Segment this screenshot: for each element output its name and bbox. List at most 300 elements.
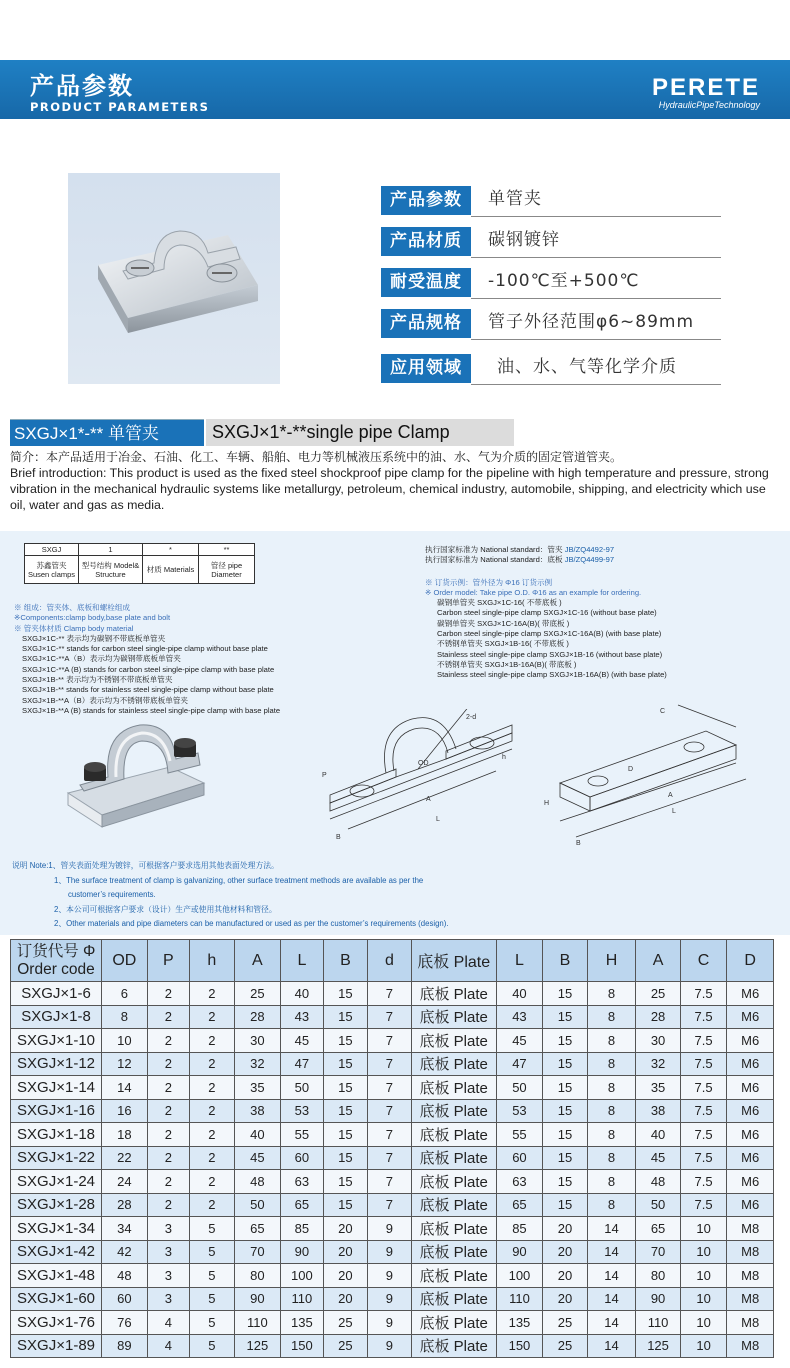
table-cell: 40 [496, 982, 543, 1006]
table-cell: 10 [680, 1334, 727, 1358]
table-cell: M8 [727, 1334, 774, 1358]
param-label: 产品规格 [381, 309, 471, 338]
surface-notes [12, 859, 449, 932]
table-cell: 25 [543, 1334, 588, 1358]
table-cell: 15 [543, 982, 588, 1006]
dimension-table [10, 939, 774, 1358]
table-cell: 10 [680, 1217, 727, 1241]
table-cell: 14 [587, 1217, 636, 1241]
order-line: Stainless steel single-pipe clamp SXGJ×1B-16A(B) (with base plate) [437, 670, 667, 680]
table-cell: 15 [543, 1123, 588, 1147]
table-cell: 2 [147, 1099, 190, 1123]
table-cell: 15 [323, 1170, 368, 1194]
table-cell: 7.5 [680, 1170, 727, 1194]
order-line: Carbon steel single-pipe clamp SXGJ×1C-16A(B) (with base plate) [437, 629, 662, 639]
table-cell: 47 [281, 1052, 324, 1076]
table-row [11, 1311, 774, 1335]
table-cell: 10 [680, 1264, 727, 1288]
table-cell: 7.5 [680, 982, 727, 1006]
table-cell: 60 [496, 1146, 543, 1170]
table-cell: 30 [234, 1029, 281, 1053]
table-cell: 45 [496, 1029, 543, 1053]
table-cell: 7.5 [680, 1099, 727, 1123]
clamp-drawing [316, 709, 526, 849]
param-label: 产品材质 [381, 227, 471, 256]
table-cell: 2 [190, 1005, 235, 1029]
table-cell: 14 [102, 1076, 148, 1100]
table-cell: 7.5 [680, 1029, 727, 1053]
table-cell: 40 [281, 982, 324, 1006]
table-cell: 2 [147, 1170, 190, 1194]
section-title-cn: SXGJ×1*-** 单管夹 [10, 419, 204, 446]
order-code-cell: SXGJ×1-60 [11, 1287, 102, 1311]
table-cell: 25 [636, 982, 681, 1006]
table-cell: 2 [190, 1146, 235, 1170]
table-cell: 7.5 [680, 1005, 727, 1029]
table-cell: 20 [323, 1217, 368, 1241]
table-cell: 7.5 [680, 1123, 727, 1147]
table-cell: 15 [543, 1005, 588, 1029]
table-cell: 15 [543, 1029, 588, 1053]
table-cell: 32 [636, 1052, 681, 1076]
order-code-cell: SXGJ×1-18 [11, 1123, 102, 1147]
table-cell: 2 [190, 1193, 235, 1217]
table-cell: 110 [636, 1311, 681, 1335]
header-cell: L [281, 940, 324, 982]
table-cell: 9 [368, 1217, 412, 1241]
order-code-cell: SXGJ×1-89 [11, 1334, 102, 1358]
table-cell: 2 [147, 1029, 190, 1053]
order-notes [425, 545, 667, 681]
table-cell: 20 [543, 1217, 588, 1241]
table-cell: 6 [102, 982, 148, 1006]
table-cell: 14 [587, 1240, 636, 1264]
standard-text: 执行国家标准为 National standard：管夹 [425, 545, 565, 554]
table-cell: 9 [368, 1264, 412, 1288]
standard-line [425, 555, 667, 565]
table-cell: 90 [281, 1240, 324, 1264]
plate-cell: 底板 Plate [411, 1170, 496, 1194]
table-cell: M6 [727, 1076, 774, 1100]
table-cell: 42 [102, 1240, 148, 1264]
param-row-temperature [381, 268, 721, 300]
table-cell: 25 [234, 982, 281, 1006]
table-cell: M6 [727, 1099, 774, 1123]
note-line: ※ 管夹体材质 Clamp body material [14, 623, 134, 633]
plate-cell: 底板 Plate [411, 1217, 496, 1241]
table-cell: 3 [147, 1264, 190, 1288]
header-cell: C [680, 940, 727, 982]
note-line: SXGJ×1B-**A（B）表示均为不锈钢带底板单管夹 [22, 695, 189, 705]
table-cell: 80 [636, 1264, 681, 1288]
table-cell: 48 [102, 1264, 148, 1288]
table-cell: 47 [496, 1052, 543, 1076]
mini-cell: SXGJ [25, 544, 79, 556]
table-cell: 7.5 [680, 1076, 727, 1100]
table-cell: 28 [636, 1005, 681, 1029]
order-code-cell: SXGJ×1-24 [11, 1170, 102, 1194]
standard-code: JB/ZQ4499-97 [564, 555, 615, 565]
table-cell: 20 [323, 1264, 368, 1288]
param-value: -100℃至+500℃ [488, 271, 640, 291]
mini-cell: 材质 Materials [143, 556, 199, 584]
table-cell: 8 [587, 1076, 636, 1100]
table-row [11, 1005, 774, 1029]
mini-cell: 1 [79, 544, 143, 556]
table-cell: 85 [496, 1217, 543, 1241]
table-row [11, 1334, 774, 1358]
order-code-cell: SXGJ×1-48 [11, 1264, 102, 1288]
table-cell: 7 [368, 1146, 412, 1170]
table-cell: 7.5 [680, 1193, 727, 1217]
table-cell: 8 [587, 1146, 636, 1170]
table-cell: 7 [368, 1123, 412, 1147]
order-line: Stainless steel single-pipe clamp SXGJ×1B-16 (without base plate) [437, 649, 663, 659]
param-row-material [381, 227, 721, 259]
table-cell: M6 [727, 1052, 774, 1076]
dim-label: h [502, 754, 506, 761]
table-cell: 28 [102, 1193, 148, 1217]
table-row [11, 1217, 774, 1241]
table-cell: 5 [190, 1217, 235, 1241]
plate-cell: 底板 Plate [411, 1029, 496, 1053]
table-cell: 50 [281, 1076, 324, 1100]
table-cell: 7 [368, 1005, 412, 1029]
dim-label: P [322, 772, 327, 779]
table-cell: 90 [234, 1287, 281, 1311]
order-code-cell: SXGJ×1-28 [11, 1193, 102, 1217]
plate-cell: 底板 Plate [411, 1311, 496, 1335]
table-header [11, 940, 774, 982]
table-cell: 53 [496, 1099, 543, 1123]
header-cell: D [727, 940, 774, 982]
table-cell: 7 [368, 1052, 412, 1076]
table-cell: 43 [496, 1005, 543, 1029]
table-cell: 53 [281, 1099, 324, 1123]
table-cell: M6 [727, 982, 774, 1006]
table-cell: 60 [102, 1287, 148, 1311]
table-cell: 15 [543, 1146, 588, 1170]
table-cell: 2 [190, 1029, 235, 1053]
table-cell: 15 [323, 1146, 368, 1170]
table-cell: 70 [636, 1240, 681, 1264]
banner-title-cn: 产品参数 [30, 72, 134, 100]
table-cell: 8 [587, 1123, 636, 1147]
table-cell: 3 [147, 1287, 190, 1311]
table-cell: 20 [543, 1287, 588, 1311]
table-cell: 7 [368, 982, 412, 1006]
order-line: 不锈钢单管夹 SXGJ×1B-16( 不带底板 ) [437, 639, 569, 649]
table-cell: 85 [281, 1217, 324, 1241]
header-cell: L [496, 940, 543, 982]
table-row [11, 1264, 774, 1288]
table-row [11, 1193, 774, 1217]
plate-drawing [536, 701, 766, 851]
order-line: 碳钢单管夹 SXGJ×1C-16( 不带底板 ) [437, 598, 562, 608]
plate-cell: 底板 Plate [411, 1334, 496, 1358]
table-cell: 20 [543, 1264, 588, 1288]
table-cell: 7 [368, 1099, 412, 1123]
table-cell: 4 [147, 1311, 190, 1335]
table-cell: 15 [543, 1099, 588, 1123]
table-cell: 15 [323, 1193, 368, 1217]
table-cell: 65 [281, 1193, 324, 1217]
header-cell: B [543, 940, 588, 982]
table-cell: 2 [190, 1170, 235, 1194]
table-cell: 63 [281, 1170, 324, 1194]
table-cell: 22 [102, 1146, 148, 1170]
header-banner [0, 60, 790, 119]
dim-label: OD [418, 760, 429, 767]
table-cell: 14 [587, 1334, 636, 1358]
plate-cell: 底板 Plate [411, 1005, 496, 1029]
param-label: 产品参数 [381, 186, 471, 215]
table-cell: 50 [234, 1193, 281, 1217]
order-code-cell: SXGJ×1-76 [11, 1311, 102, 1335]
table-cell: 15 [543, 1193, 588, 1217]
order-code-cell: SXGJ×1-14 [11, 1076, 102, 1100]
table-cell: 2 [190, 982, 235, 1006]
table-cell: 10 [680, 1311, 727, 1335]
table-cell: 20 [323, 1240, 368, 1264]
table-cell: 2 [147, 1146, 190, 1170]
table-cell: 24 [102, 1170, 148, 1194]
dim-label: D [628, 766, 634, 773]
param-underline [471, 216, 721, 217]
footnote-line: 2、Other materials and pipe diameters can be manufactured or used as per the customer’s requirements (design). [54, 919, 449, 928]
table-row [11, 1240, 774, 1264]
product-photo [68, 173, 280, 384]
table-cell: 70 [234, 1240, 281, 1264]
table-cell: 5 [190, 1287, 235, 1311]
table-cell: 12 [102, 1052, 148, 1076]
order-line: 碳钢单管夹 SXGJ×1C-16A(B)( 带底板 ) [437, 618, 570, 628]
table-cell: M6 [727, 1193, 774, 1217]
table-cell: 35 [636, 1076, 681, 1100]
table-cell: 8 [587, 982, 636, 1006]
table-cell: 110 [234, 1311, 281, 1335]
table-cell: 45 [636, 1146, 681, 1170]
table-cell: 10 [680, 1240, 727, 1264]
order-code-cell: SXGJ×1-12 [11, 1052, 102, 1076]
table-cell: 110 [496, 1287, 543, 1311]
plate-cell: 底板 Plate [411, 1240, 496, 1264]
order-code-cell: SXGJ×1-34 [11, 1217, 102, 1241]
table-cell: 65 [234, 1217, 281, 1241]
table-cell: 35 [234, 1076, 281, 1100]
footnote-line: customer’s requirements. [68, 890, 156, 899]
table-cell: 15 [323, 982, 368, 1006]
table-cell: 150 [496, 1334, 543, 1358]
table-cell: 10 [102, 1029, 148, 1053]
note-line: SXGJ×1C-** 表示均为碳钢不带底板单管夹 [22, 633, 166, 643]
table-cell: 90 [636, 1287, 681, 1311]
plate-cell: 底板 Plate [411, 1193, 496, 1217]
table-cell: 3 [147, 1217, 190, 1241]
header-order-code: 订货代号 Φ Order code [11, 940, 102, 982]
table-row [11, 1123, 774, 1147]
dim-label: B [576, 840, 581, 847]
table-cell: 15 [323, 1076, 368, 1100]
dim-label: A [426, 796, 431, 803]
table-cell: 48 [234, 1170, 281, 1194]
table-cell: 5 [190, 1264, 235, 1288]
footnote-line: 1、The surface treatment of clamp is galvanizing, other surface treatment methods are available as per the [54, 875, 424, 885]
section-title-en: SXGJ×1*-**single pipe Clamp [206, 419, 514, 446]
table-cell: 7.5 [680, 1146, 727, 1170]
table-cell: 14 [587, 1311, 636, 1335]
table-cell: 3 [147, 1240, 190, 1264]
table-cell: 7 [368, 1076, 412, 1100]
model-code-table [24, 543, 255, 584]
mini-cell: 型号结构 Model& Structure [79, 556, 143, 584]
table-cell: 8 [102, 1005, 148, 1029]
order-line: ※ 订货示例：管外径为 Φ16 订货示例 [425, 577, 553, 587]
table-cell: 135 [281, 1311, 324, 1335]
header-cell: d [368, 940, 412, 982]
note-line: SXGJ×1C-**A（B）表示均为碳钢带底板单管夹 [22, 654, 181, 664]
plate-cell: 底板 Plate [411, 1052, 496, 1076]
param-value: 油、水、气等化学介质 [497, 357, 677, 377]
table-cell: 25 [323, 1311, 368, 1335]
header-cell: h [190, 940, 235, 982]
table-cell: 76 [102, 1311, 148, 1335]
param-row-application [381, 354, 721, 386]
plate-cell: 底板 Plate [411, 982, 496, 1006]
brand-subtitle: HydraulicPipeTechnology [658, 100, 760, 110]
table-cell: 9 [368, 1287, 412, 1311]
table-cell: 2 [147, 1193, 190, 1217]
header-cell: H [587, 940, 636, 982]
table-cell: 14 [587, 1264, 636, 1288]
table-cell: M8 [727, 1287, 774, 1311]
dim-label: B [336, 834, 341, 841]
table-row [11, 1170, 774, 1194]
order-code-cell: SXGJ×1-8 [11, 1005, 102, 1029]
table-cell: 20 [323, 1287, 368, 1311]
order-code-cell: SXGJ×1-42 [11, 1240, 102, 1264]
table-cell: 90 [496, 1240, 543, 1264]
table-cell: 15 [323, 1123, 368, 1147]
mini-cell: * [143, 544, 199, 556]
table-cell: 25 [543, 1311, 588, 1335]
table-row [11, 1287, 774, 1311]
param-value: 单管夹 [488, 189, 542, 209]
note-line: SXGJ×1B-** 表示均为不锈钢不带底板单管夹 [22, 675, 173, 685]
clamp-render [64, 681, 210, 831]
table-cell: 125 [636, 1334, 681, 1358]
table-cell: 7 [368, 1193, 412, 1217]
note-line: SXGJ×1C-** stands for carbon steel single-pipe clamp without base plate [22, 644, 268, 654]
banner-title-en: PRODUCT PARAMETERS [30, 100, 210, 114]
table-cell: 7.5 [680, 1052, 727, 1076]
standard-line [425, 545, 667, 555]
table-cell: 9 [368, 1240, 412, 1264]
table-cell: 65 [636, 1217, 681, 1241]
table-cell: 2 [190, 1123, 235, 1147]
table-cell: 15 [323, 1099, 368, 1123]
header-cell: P [147, 940, 190, 982]
table-cell: M8 [727, 1217, 774, 1241]
dim-label: H [544, 800, 550, 807]
param-underline [471, 339, 721, 340]
param-underline [471, 298, 721, 299]
note-line: SXGJ×1B-**A (B) stands for stainless steel single-pipe clamp with base plate [22, 705, 281, 715]
table-cell: 38 [234, 1099, 281, 1123]
note-line: ※ 组成：管夹体、底板和螺栓组成 [14, 603, 131, 612]
table-cell: 2 [190, 1076, 235, 1100]
dim-label: A [668, 792, 673, 799]
table-cell: 28 [234, 1005, 281, 1029]
table-cell: 9 [368, 1334, 412, 1358]
table-cell: 65 [496, 1193, 543, 1217]
table-cell: 16 [102, 1099, 148, 1123]
table-cell: 100 [281, 1264, 324, 1288]
table-row [11, 982, 774, 1006]
table-cell: 7 [368, 1170, 412, 1194]
table-cell: 8 [587, 1005, 636, 1029]
param-value: 碳钢镀锌 [488, 230, 560, 250]
table-cell: 8 [587, 1193, 636, 1217]
table-cell: 55 [496, 1123, 543, 1147]
table-cell: 110 [281, 1287, 324, 1311]
table-cell: 10 [680, 1287, 727, 1311]
table-cell: 32 [234, 1052, 281, 1076]
dim-label: C [660, 708, 666, 715]
table-cell: 20 [543, 1240, 588, 1264]
param-row-name [381, 186, 721, 218]
table-cell: 4 [147, 1334, 190, 1358]
table-cell: 2 [147, 1123, 190, 1147]
order-code-cell: SXGJ×1-6 [11, 982, 102, 1006]
table-cell: M8 [727, 1311, 774, 1335]
intro-en: Brief introduction: This product is used as the fixed steel shockproof pipe clamp for the pipeline with high temperature and pressure, strong vibration in the mechanical hydraulic systems like metallurgy, petroleum, chemical industry, automobile, shipping, and electricity which use oil, water and gas as media. [10, 466, 769, 513]
order-code-cell: SXGJ×1-10 [11, 1029, 102, 1053]
note-line: SXGJ×1C-**A (B) stands for carbon steel single-pipe clamp with base plate [22, 664, 275, 674]
table-cell: 2 [190, 1099, 235, 1123]
table-cell: 125 [234, 1334, 281, 1358]
table-cell: 18 [102, 1123, 148, 1147]
table-cell: 34 [102, 1217, 148, 1241]
table-cell: 45 [281, 1029, 324, 1053]
table-cell: M6 [727, 1123, 774, 1147]
table-cell: 80 [234, 1264, 281, 1288]
dim-label: L [672, 808, 676, 815]
table-row [11, 1052, 774, 1076]
order-line: ※ Order model: Take pipe O.D. Φ16 as an example for ordering. [425, 587, 642, 597]
header-cell: OD [102, 940, 148, 982]
header-cell: 底板 Plate [411, 940, 496, 982]
plate-cell: 底板 Plate [411, 1076, 496, 1100]
table-cell: 8 [587, 1099, 636, 1123]
table-cell: M6 [727, 1170, 774, 1194]
table-cell: 7 [368, 1029, 412, 1053]
param-label: 耐受温度 [381, 268, 471, 297]
table-cell: 38 [636, 1099, 681, 1123]
mini-cell: 管径 pipe Diameter [199, 556, 255, 584]
table-cell: M6 [727, 1029, 774, 1053]
table-cell: 48 [636, 1170, 681, 1194]
table-row [11, 1029, 774, 1053]
table-cell: 89 [102, 1334, 148, 1358]
table-cell: 55 [281, 1123, 324, 1147]
plate-cell: 底板 Plate [411, 1099, 496, 1123]
param-underline [471, 384, 721, 385]
plate-cell: 底板 Plate [411, 1146, 496, 1170]
table-cell: M6 [727, 1005, 774, 1029]
table-cell: 5 [190, 1334, 235, 1358]
param-underline [471, 257, 721, 258]
